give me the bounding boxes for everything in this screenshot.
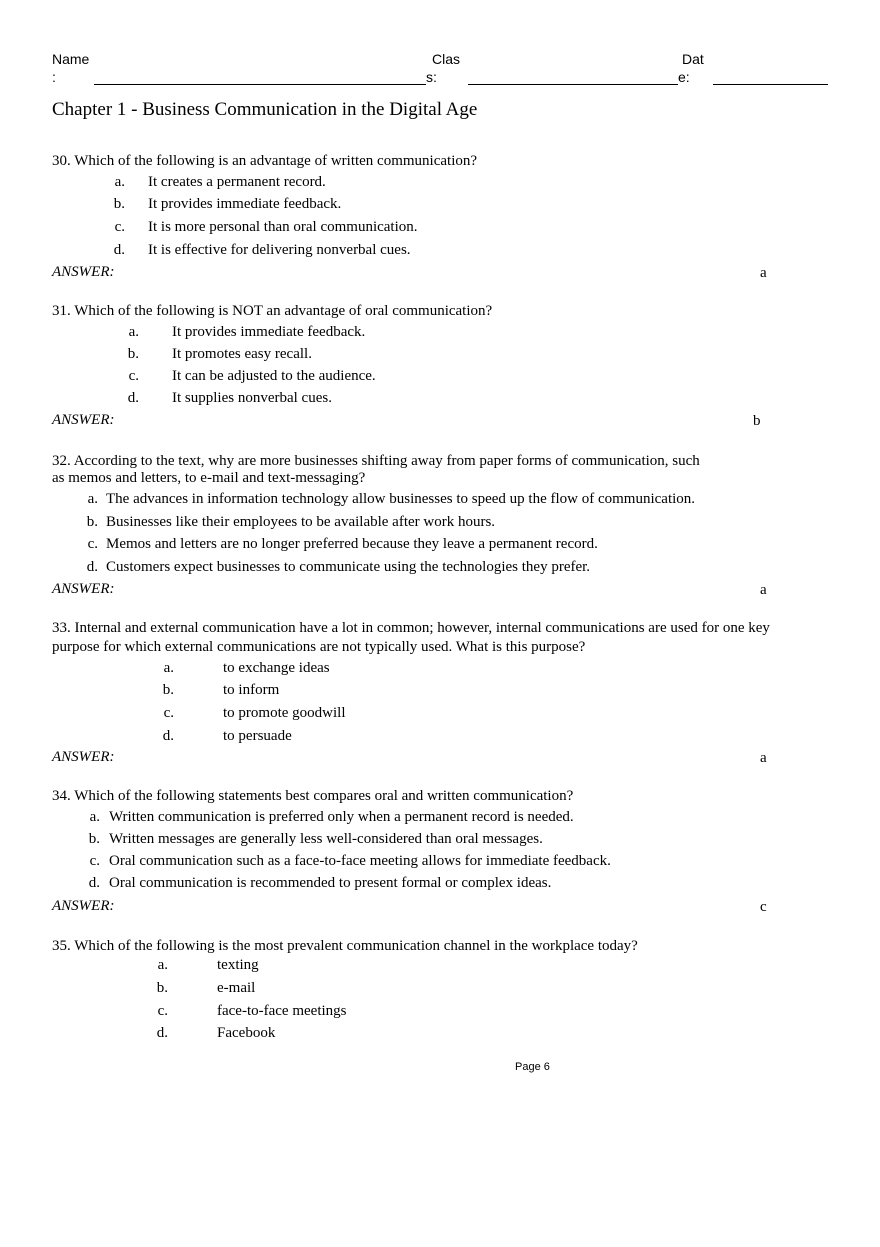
option-letter: c. (89, 853, 100, 869)
option-letter: b. (113, 196, 125, 212)
question-number: 32. (52, 453, 71, 469)
option-text: It is effective for delivering nonverbal cues. (148, 242, 411, 258)
option-letter: a. (114, 174, 125, 190)
option-letter: a. (157, 957, 168, 973)
answer-label: ANSWER: (52, 412, 115, 428)
option-text: Businesses like their employees to be available after work hours. (106, 514, 496, 530)
option-letter: a. (87, 491, 98, 507)
answer-value: a (760, 265, 767, 281)
answer-label: ANSWER: (52, 581, 115, 597)
option-letter: d. (162, 728, 174, 744)
question-32 (52, 453, 700, 470)
date-label-suffix: e: (678, 69, 690, 85)
option-text: face-to-face meetings (217, 1003, 347, 1019)
option-letter: a. (128, 324, 139, 340)
question-text: Which of the following statements best compares oral and written communication? (74, 788, 574, 804)
option-text: The advances in information technology allow businesses to speed up the flow of communication. (106, 491, 696, 507)
answer-label: ANSWER: (52, 898, 115, 914)
chapter-title: Chapter 1 - Business Communication in the Digital Age (52, 99, 478, 120)
option-text: It promotes easy recall. (172, 346, 312, 362)
option-text: It provides immediate feedback. (172, 324, 366, 340)
option-text: texting (217, 957, 259, 973)
option-letter: d. (86, 559, 98, 575)
name-label-colon: : (52, 69, 56, 85)
question-number: 35. (52, 938, 71, 954)
option-letter: c. (157, 1003, 168, 1019)
option-letter: d. (88, 875, 100, 891)
option-text: It can be adjusted to the audience. (172, 368, 376, 384)
class-label: Clas (432, 51, 461, 67)
answer-value: a (760, 582, 767, 598)
class-field-line[interactable] (468, 84, 678, 85)
question-35 (52, 938, 638, 955)
option-text: Oral communication is recommended to present formal or complex ideas. (109, 875, 552, 891)
question-text: Which of the following is an advantage of written communication? (74, 153, 478, 169)
option-text: Facebook (217, 1025, 276, 1041)
option-text: Written communication is preferred only when a permanent record is needed. (109, 809, 574, 825)
question-number: 33. (52, 620, 71, 636)
question-text: Which of the following is the most prevalent communication channel in the workplace today? (74, 938, 638, 954)
option-text: e-mail (217, 980, 256, 996)
option-text: Customers expect businesses to communicate using the technologies they prefer. (106, 559, 591, 575)
option-letter: a. (163, 660, 174, 676)
option-text: It creates a permanent record. (148, 174, 326, 190)
option-text: to exchange ideas (223, 660, 330, 676)
answer-value: a (760, 750, 767, 766)
question-33 (52, 620, 770, 637)
option-text: Written messages are generally less well-considered than oral messages. (109, 831, 543, 847)
question-text-line1: According to the text, why are more businesses shifting away from paper forms of communication, such (73, 453, 700, 469)
option-letter: b. (88, 831, 100, 847)
option-letter: b. (86, 514, 98, 530)
answer-value: c (760, 899, 767, 915)
date-field-line[interactable] (713, 84, 828, 85)
option-text: It provides immediate feedback. (148, 196, 342, 212)
question-34 (52, 788, 573, 805)
question-number: 30. (52, 153, 71, 169)
option-text: to promote goodwill (223, 705, 346, 721)
option-letter: d. (113, 242, 125, 258)
option-letter: b. (127, 346, 139, 362)
option-letter: d. (127, 390, 139, 406)
answer-value: b (753, 413, 761, 429)
name-field-line[interactable] (94, 84, 426, 85)
name-label: Name (52, 51, 90, 67)
option-text: to inform (223, 682, 280, 698)
option-letter: a. (89, 809, 100, 825)
answer-label: ANSWER: (52, 264, 115, 280)
question-number: 31. (52, 303, 71, 319)
question-text-line2: as memos and letters, to e-mail and text-messaging? (52, 470, 366, 486)
page-number: Page 6 (515, 1061, 550, 1073)
option-letter: b. (162, 682, 174, 698)
option-letter: c. (87, 536, 98, 552)
question-text-line2: purpose for which external communications are not typically used. What is this purpose? (52, 639, 586, 655)
question-text: Which of the following is NOT an advantage of oral communication? (74, 303, 493, 319)
option-text: to persuade (223, 728, 292, 744)
date-label: Dat (682, 51, 704, 67)
question-31 (52, 303, 492, 320)
class-label-suffix: s: (426, 69, 437, 85)
option-letter: c. (114, 219, 125, 235)
option-letter: c. (163, 705, 174, 721)
option-text: It is more personal than oral communication. (148, 219, 418, 235)
question-number: 34. (52, 788, 71, 804)
question-text-line1: Internal and external communication have a lot in common; however, internal communications are used for one key (74, 620, 770, 636)
option-text: Memos and letters are no longer preferred because they leave a permanent record. (106, 536, 598, 552)
question-30 (52, 153, 477, 170)
option-letter: d. (156, 1025, 168, 1041)
option-text: It supplies nonverbal cues. (172, 390, 332, 406)
answer-label: ANSWER: (52, 749, 115, 765)
option-letter: c. (128, 368, 139, 384)
option-text: Oral communication such as a face-to-face meeting allows for immediate feedback. (109, 853, 611, 869)
option-letter: b. (156, 980, 168, 996)
